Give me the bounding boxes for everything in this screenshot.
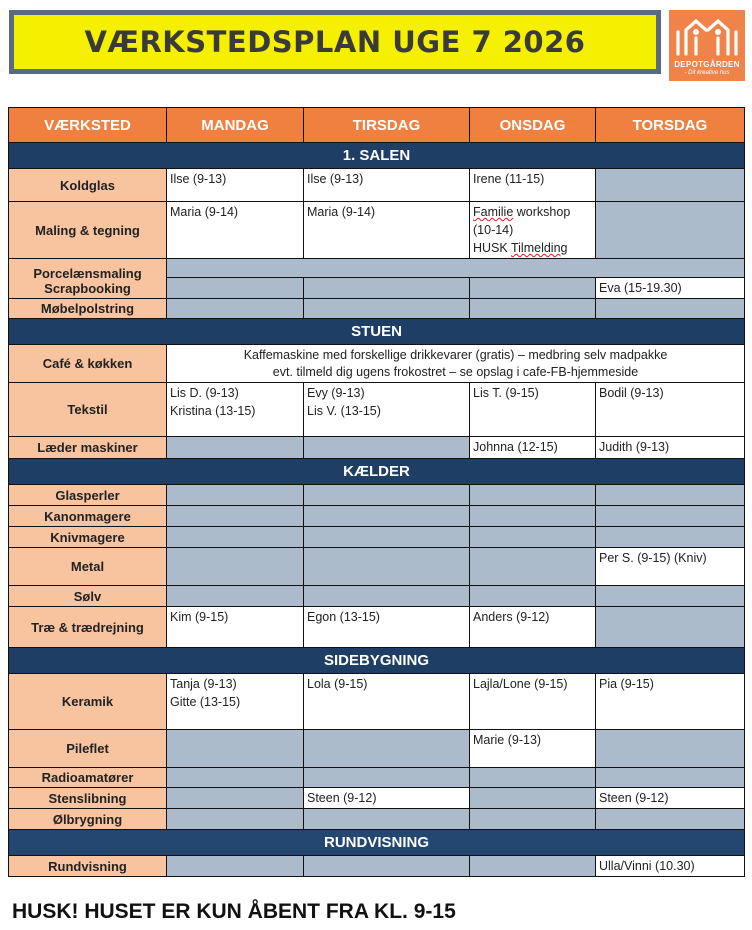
schedule-cell: Egon (13-15) xyxy=(304,607,470,648)
empty-cell xyxy=(304,485,470,506)
empty-cell xyxy=(304,299,470,319)
schedule-cell: Johnna (12-15) xyxy=(470,437,596,459)
schedule-cell: Ulla/Vinni (10.30) xyxy=(596,856,745,877)
schedule-cell: Steen (9-12) xyxy=(596,788,745,809)
schedule-cell: Ilse (9-13) xyxy=(304,169,470,202)
table-row xyxy=(9,674,745,730)
table-row xyxy=(9,586,745,607)
workshop-name: Café & køkken xyxy=(9,345,167,383)
empty-cell xyxy=(470,586,596,607)
workshop-name-line: Porcelænsmaling xyxy=(33,266,142,281)
empty-cell xyxy=(304,527,470,548)
empty-cell xyxy=(596,506,745,527)
logo-name: DEPOTGÅRDEN xyxy=(674,60,740,69)
empty-cell xyxy=(596,768,745,788)
empty-cell xyxy=(167,299,304,319)
empty-cell xyxy=(596,809,745,830)
table-row xyxy=(9,768,745,788)
section-row xyxy=(9,648,745,674)
empty-cell xyxy=(167,506,304,527)
workshop-name: Koldglas xyxy=(9,169,167,202)
section-title: KÆLDER xyxy=(9,459,745,485)
schedule-cell: Per S. (9-15) (Kniv) xyxy=(596,548,745,586)
empty-cell xyxy=(167,259,745,278)
workshop-name: Pileflet xyxy=(9,730,167,768)
section-row xyxy=(9,319,745,345)
schedule-cell: Steen (9-12) xyxy=(304,788,470,809)
page-title: VÆRKSTEDSPLAN UGE 7 2026 xyxy=(84,25,586,59)
logo-tagline: - Dit kreative hus xyxy=(684,70,730,76)
empty-cell xyxy=(304,586,470,607)
cafe-line: Kaffemaskine med forskellige drikkevarer (gratis) – medbring selv madpakke xyxy=(243,347,668,362)
table-row xyxy=(9,259,745,278)
workshop-name: Knivmagere xyxy=(9,527,167,548)
logo xyxy=(669,10,745,81)
workshop-name: Glasperler xyxy=(9,485,167,506)
schedule-cell: Kim (9-15) xyxy=(167,607,304,648)
schedule-text: workshop xyxy=(513,205,571,219)
schedule-cell xyxy=(167,383,304,437)
empty-cell xyxy=(470,299,596,319)
empty-cell xyxy=(167,278,304,299)
schedule-text: Familie xyxy=(473,205,514,219)
workshop-name: Metal xyxy=(9,548,167,586)
empty-cell xyxy=(167,548,304,586)
empty-cell xyxy=(304,548,470,586)
workshop-name: Læder maskiner xyxy=(9,437,167,459)
workshop-name: Møbelpolstring xyxy=(9,299,167,319)
empty-cell xyxy=(470,527,596,548)
cafe-line: evt. tilmeld dig ugens frokostret – se opslag i cafe-FB-hjemmeside xyxy=(272,364,639,379)
schedule-cell xyxy=(304,383,470,437)
table-row xyxy=(9,527,745,548)
table-row xyxy=(9,809,745,830)
schedule-cell: Judith (9-13) xyxy=(596,437,745,459)
workshop-name: Maling & tegning xyxy=(9,202,167,259)
empty-cell xyxy=(470,278,596,299)
workshop-name-line: Scrapbooking xyxy=(44,281,131,296)
empty-cell xyxy=(470,856,596,877)
schedule-text: (10-14) xyxy=(473,223,514,237)
header-row xyxy=(9,108,745,143)
schedule-text: Tanja (9-13) xyxy=(170,677,237,691)
workshop-name: Stenslibning xyxy=(9,788,167,809)
table-row xyxy=(9,856,745,877)
cafe-info xyxy=(167,345,745,383)
empty-cell xyxy=(167,788,304,809)
schedule-cell: Lola (9-15) xyxy=(304,674,470,730)
empty-cell xyxy=(304,768,470,788)
workshop-name: Ølbrygning xyxy=(9,809,167,830)
table-row xyxy=(9,299,745,319)
empty-cell xyxy=(167,809,304,830)
empty-cell xyxy=(167,586,304,607)
table-row xyxy=(9,506,745,527)
empty-cell xyxy=(470,506,596,527)
schedule-cell: Ilse (9-13) xyxy=(167,169,304,202)
empty-cell xyxy=(596,485,745,506)
section-title: RUNDVISNING xyxy=(9,830,745,856)
opening-hours-note: HUSK! HUSET ER KUN ÅBENT FRA KL. 9-15 xyxy=(12,900,456,923)
empty-cell xyxy=(470,768,596,788)
empty-cell xyxy=(167,730,304,768)
schedule-cell xyxy=(167,674,304,730)
schedule-text: Lis V. (13-15) xyxy=(307,404,381,418)
schedule-text: Gitte (13-15) xyxy=(170,695,241,709)
title-banner xyxy=(9,10,661,74)
table-row xyxy=(9,730,745,768)
empty-cell xyxy=(470,788,596,809)
empty-cell xyxy=(596,202,745,259)
workshop-name: Keramik xyxy=(9,674,167,730)
schedule-cell: Anders (9-12) xyxy=(470,607,596,648)
empty-cell xyxy=(167,768,304,788)
empty-cell xyxy=(470,809,596,830)
header-cell: VÆRKSTED xyxy=(9,108,167,143)
section-title: STUEN xyxy=(9,319,745,345)
schedule-cell: Bodil (9-13) xyxy=(596,383,745,437)
header-cell: TORSDAG xyxy=(596,108,745,143)
schedule-cell: Marie (9-13) xyxy=(470,730,596,768)
section-row xyxy=(9,143,745,169)
empty-cell xyxy=(596,527,745,548)
empty-cell xyxy=(596,299,745,319)
table-row xyxy=(9,788,745,809)
empty-cell xyxy=(304,809,470,830)
workshop-name xyxy=(9,259,167,299)
schedule-text: Tilmelding xyxy=(510,241,568,255)
empty-cell xyxy=(304,506,470,527)
table-row xyxy=(9,169,745,202)
workshop-name: Sølv xyxy=(9,586,167,607)
table-row xyxy=(9,383,745,437)
section-row xyxy=(9,459,745,485)
section-title: 1. SALEN xyxy=(9,143,745,169)
empty-cell xyxy=(596,607,745,648)
section-title: SIDEBYGNING xyxy=(9,648,745,674)
house-people-icon xyxy=(669,10,745,60)
table-row xyxy=(9,202,745,259)
empty-cell xyxy=(167,856,304,877)
empty-cell xyxy=(304,856,470,877)
empty-cell xyxy=(167,437,304,459)
table-row xyxy=(9,548,745,586)
schedule-table xyxy=(8,107,745,877)
table-row xyxy=(9,437,745,459)
section-row xyxy=(9,830,745,856)
empty-cell xyxy=(304,437,470,459)
empty-cell xyxy=(304,278,470,299)
schedule-text: Lis D. (9-13) xyxy=(170,386,239,400)
header-cell: TIRSDAG xyxy=(304,108,470,143)
empty-cell xyxy=(304,730,470,768)
empty-cell xyxy=(167,485,304,506)
empty-cell xyxy=(596,730,745,768)
empty-cell xyxy=(470,485,596,506)
table-row xyxy=(9,607,745,648)
empty-cell xyxy=(596,169,745,202)
schedule-cell xyxy=(470,202,596,259)
workshop-name: Radioamatører xyxy=(9,768,167,788)
empty-cell xyxy=(470,548,596,586)
schedule-cell: Maria (9-14) xyxy=(167,202,304,259)
table-row xyxy=(9,485,745,506)
empty-cell xyxy=(596,586,745,607)
schedule-cell: Irene (11-15) xyxy=(470,169,596,202)
schedule-text: Kristina (13-15) xyxy=(170,404,256,418)
workshop-name: Træ & trædrejning xyxy=(9,607,167,648)
empty-cell xyxy=(167,527,304,548)
workshop-name: Kanonmagere xyxy=(9,506,167,527)
schedule-cell: Lis T. (9-15) xyxy=(470,383,596,437)
schedule-cell: Pia (9-15) xyxy=(596,674,745,730)
schedule-text: HUSK xyxy=(473,241,511,255)
header-cell: ONSDAG xyxy=(470,108,596,143)
workshop-name: Tekstil xyxy=(9,383,167,437)
schedule-cell: Maria (9-14) xyxy=(304,202,470,259)
workshop-name: Rundvisning xyxy=(9,856,167,877)
schedule-cell: Eva (15-19.30) xyxy=(596,278,745,299)
header-cell: MANDAG xyxy=(167,108,304,143)
schedule-text: Evy (9-13) xyxy=(307,386,365,400)
schedule-cell: Lajla/Lone (9-15) xyxy=(470,674,596,730)
table-row xyxy=(9,345,745,383)
